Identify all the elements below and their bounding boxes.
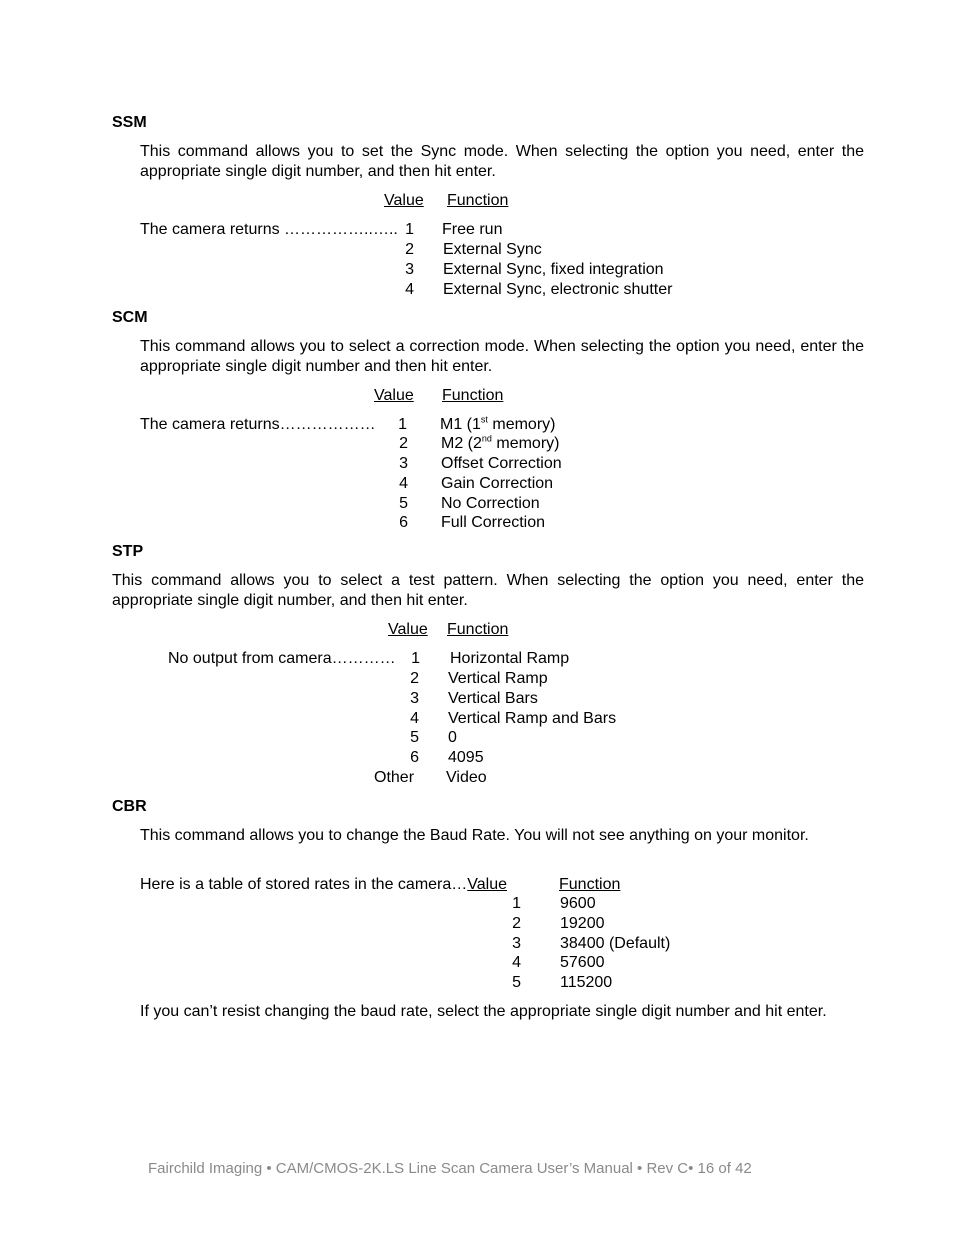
scm-row-function: No Correction bbox=[441, 495, 540, 512]
cbr-row-function: 38400 (Default) bbox=[560, 935, 671, 952]
ssm-paragraph: This command allows you to set the Sync mode. When selecting the option you need, enter the appropriate single digit number, and then hit enter. bbox=[140, 143, 864, 180]
page-footer: Fairchild Imaging • CAM/CMOS-2K.LS Line Scan Camera User’s Manual • Rev C• 16 of 42 bbox=[148, 1160, 752, 1177]
cbr-row-value: 4 bbox=[512, 954, 521, 971]
ssm-returns-label: The camera returns ……………..….. bbox=[140, 221, 398, 238]
cbr-table-intro bbox=[140, 875, 507, 895]
cbr-row-function: 19200 bbox=[560, 915, 605, 932]
scm-row-function: Full Correction bbox=[441, 514, 546, 531]
scm-row-value: 3 bbox=[399, 455, 408, 472]
stp-row-function: Horizontal Ramp bbox=[450, 650, 570, 667]
scm-heading: SCM bbox=[112, 309, 148, 326]
ssm-value-header: Value bbox=[384, 192, 424, 209]
ssm-row-function: External Sync bbox=[443, 241, 542, 258]
scm-paragraph: This command allows you to select a correction mode. When selecting the option you need, enter the appropriate single digit number and then hit enter. bbox=[140, 338, 864, 375]
cbr-row-function: 115200 bbox=[560, 974, 613, 991]
cbr-value-header: Value bbox=[467, 876, 507, 893]
stp-row-function: Vertical Ramp bbox=[448, 670, 548, 687]
stp-row-function: Vertical Ramp and Bars bbox=[448, 710, 617, 727]
scm-row-value: 4 bbox=[399, 475, 408, 492]
scm-returns-label: The camera returns……………… bbox=[140, 416, 376, 433]
scm-row-function: Offset Correction bbox=[441, 455, 562, 472]
ssm-row-value: 3 bbox=[405, 261, 414, 278]
stp-row-value: 3 bbox=[410, 690, 419, 707]
stp-row-value: 4 bbox=[410, 710, 419, 727]
stp-row-value: 6 bbox=[410, 749, 419, 766]
ssm-row-value: 1 bbox=[405, 221, 414, 238]
stp-row-function: Vertical Bars bbox=[448, 690, 538, 707]
ssm-row-function: External Sync, fixed integration bbox=[443, 261, 664, 278]
ssm-row-value: 4 bbox=[405, 281, 414, 298]
cbr-function-header: Function bbox=[559, 876, 621, 893]
stp-row-value: 2 bbox=[410, 670, 419, 687]
stp-row-function: 0 bbox=[448, 729, 457, 746]
stp-row-value: 5 bbox=[410, 729, 419, 746]
stp-value-header: Value bbox=[388, 621, 428, 638]
cbr-row-value: 5 bbox=[512, 974, 521, 991]
stp-returns-label: No output from camera………… bbox=[168, 650, 396, 667]
cbr-row-value: 1 bbox=[512, 895, 521, 912]
cbr-heading: CBR bbox=[112, 798, 147, 815]
stp-paragraph: This command allows you to select a test pattern. When selecting the option you need, enter the appropriate single digit number, and then hit enter. bbox=[112, 572, 864, 609]
cbr-table-intro-text: Here is a table of stored rates in the camera… bbox=[140, 876, 468, 893]
scm-row-value: 1 bbox=[398, 416, 407, 433]
stp-row-function: Video bbox=[446, 769, 487, 786]
scm-function-header: Function bbox=[442, 387, 504, 404]
cbr-paragraph: This command allows you to change the Baud Rate. You will not see anything on your monitor. bbox=[140, 827, 809, 844]
ssm-row-function: Free run bbox=[442, 221, 503, 238]
scm-row-value: 5 bbox=[399, 495, 408, 512]
stp-row-value: Other bbox=[374, 769, 415, 786]
scm-row-function: M1 (1st memory) bbox=[440, 414, 556, 433]
cbr-closing-paragraph: If you can’t resist changing the baud rate, select the appropriate single digit number and hit enter. bbox=[140, 1003, 827, 1020]
scm-value-header: Value bbox=[374, 387, 414, 404]
scm-row-value: 6 bbox=[399, 514, 408, 531]
ssm-heading: SSM bbox=[112, 114, 147, 131]
stp-heading: STP bbox=[112, 543, 144, 560]
cbr-row-value: 3 bbox=[512, 935, 521, 952]
scm-row-value: 2 bbox=[399, 435, 408, 452]
ssm-row-function: External Sync, electronic shutter bbox=[443, 281, 673, 298]
ssm-row-value: 2 bbox=[405, 241, 414, 258]
stp-row-function: 4095 bbox=[448, 749, 484, 766]
cbr-row-value: 2 bbox=[512, 915, 521, 932]
stp-row-value: 1 bbox=[411, 650, 420, 667]
ssm-function-header: Function bbox=[447, 192, 509, 209]
cbr-row-function: 57600 bbox=[560, 954, 605, 971]
cbr-row-function: 9600 bbox=[560, 895, 596, 912]
scm-row-function: M2 (2nd memory) bbox=[441, 433, 560, 452]
scm-row-function: Gain Correction bbox=[441, 475, 554, 492]
stp-function-header: Function bbox=[447, 621, 509, 638]
